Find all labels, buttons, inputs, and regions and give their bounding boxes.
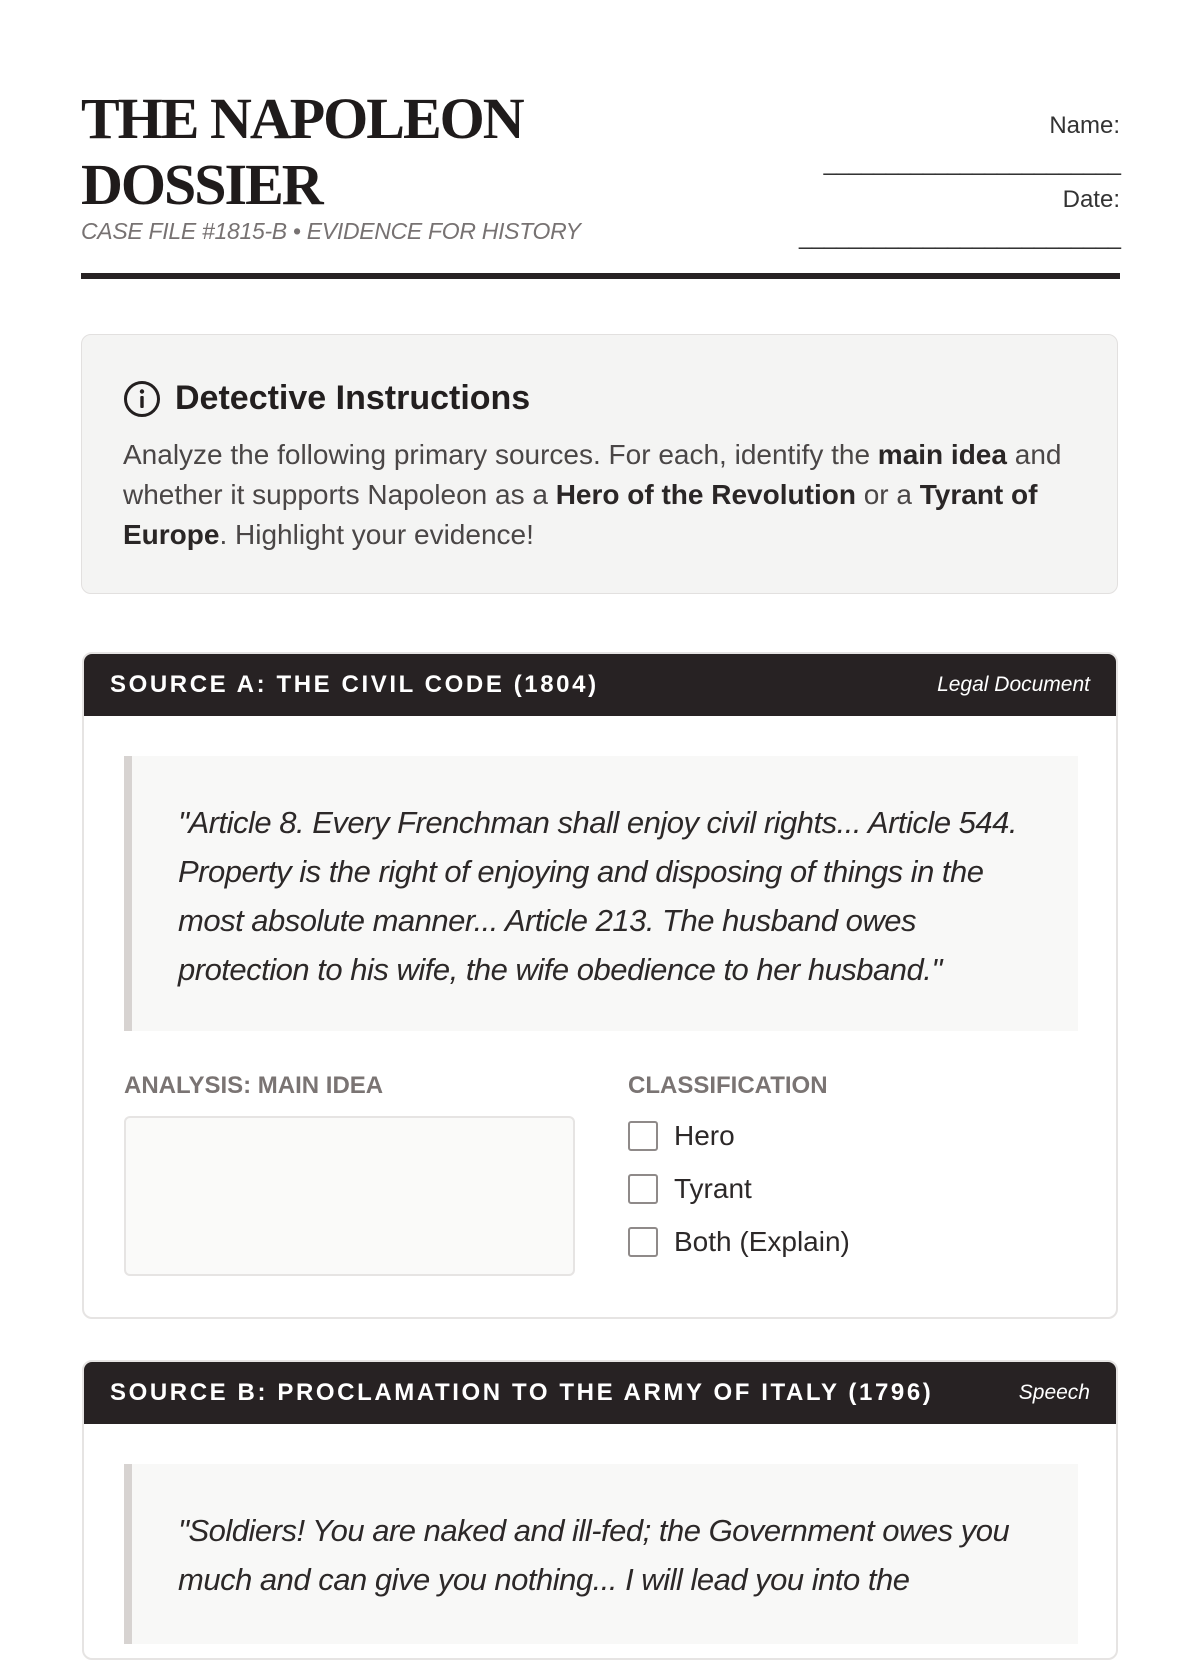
source-card-a: [82, 652, 1118, 1319]
source-a-title: SOURCE A: THE CIVIL CODE (1804): [110, 671, 599, 698]
instructions-heading: [123, 379, 530, 418]
name-field[interactable]: ________________________: [823, 149, 1120, 176]
emphasis-tyrant: Tyrant of Europe: [123, 479, 1038, 550]
name-label: Name:: [1049, 112, 1120, 139]
source-a-quote: "Article 8. Every Frenchman shall enjoy civil rights... Article 544. Property is the right of enjoying and disposing of things in the most absolute manner... Article 213. The husband owes protection to his wife, the wife obedience to her husband.": [124, 756, 1078, 1031]
both-checkbox[interactable]: [628, 1227, 658, 1257]
source-b-title: SOURCE B: PROCLAMATION TO THE ARMY OF ITALY (1796): [110, 1379, 934, 1406]
instructions-panel: [81, 334, 1118, 594]
option-label: Tyrant: [674, 1173, 752, 1204]
instructions-title: Detective Instructions: [175, 379, 531, 417]
source-b-type: Speech: [1018, 1381, 1090, 1404]
source-a-header: [84, 654, 1116, 716]
instructions-text: Analyze the following primary sources. For each, identify the main idea and whether it supports Napoleon as a Hero of the Revolution or a Tyrant of Europe. Highlight your evidence!: [123, 439, 1062, 550]
option-label: Hero: [674, 1120, 735, 1151]
worksheet-page: [81, 0, 1120, 1597]
option-hero[interactable]: [628, 1118, 850, 1154]
option-both[interactable]: [628, 1224, 850, 1260]
source-a-type: Legal Document: [937, 673, 1090, 696]
hero-checkbox[interactable]: [628, 1121, 658, 1151]
tyrant-checkbox[interactable]: [628, 1174, 658, 1204]
title-line-1: THE NAPOLEON: [81, 86, 523, 151]
classification-label: CLASSIFICATION: [628, 1072, 828, 1099]
worksheet-header: [81, 0, 1120, 282]
header-divider: [81, 273, 1120, 279]
classification-options: [628, 1118, 850, 1277]
title-line-2: DOSSIER: [81, 152, 322, 217]
source-card-b: [82, 1360, 1118, 1660]
info-icon: [123, 380, 161, 418]
main-idea-answer-box[interactable]: [124, 1116, 575, 1276]
option-label: Both (Explain): [674, 1226, 850, 1257]
analysis-label: ANALYSIS: MAIN IDEA: [124, 1072, 384, 1099]
emphasis-hero: Hero of the Revolution: [555, 479, 856, 510]
page-title: [81, 86, 523, 218]
student-meta: [799, 108, 1120, 256]
source-b-header: [84, 1362, 1116, 1424]
date-label: Date:: [1062, 186, 1120, 213]
source-b-quote: "Soldiers! You are naked and ill-fed; the Government owes you much and can give you nothing... I will lead you into the: [124, 1464, 1078, 1644]
case-file-subtitle: CASE FILE #1815-B • EVIDENCE FOR HISTORY: [81, 218, 581, 244]
emphasis-main-idea: main idea: [877, 439, 1007, 470]
option-tyrant[interactable]: [628, 1171, 850, 1207]
date-field[interactable]: __________________________: [798, 223, 1120, 250]
